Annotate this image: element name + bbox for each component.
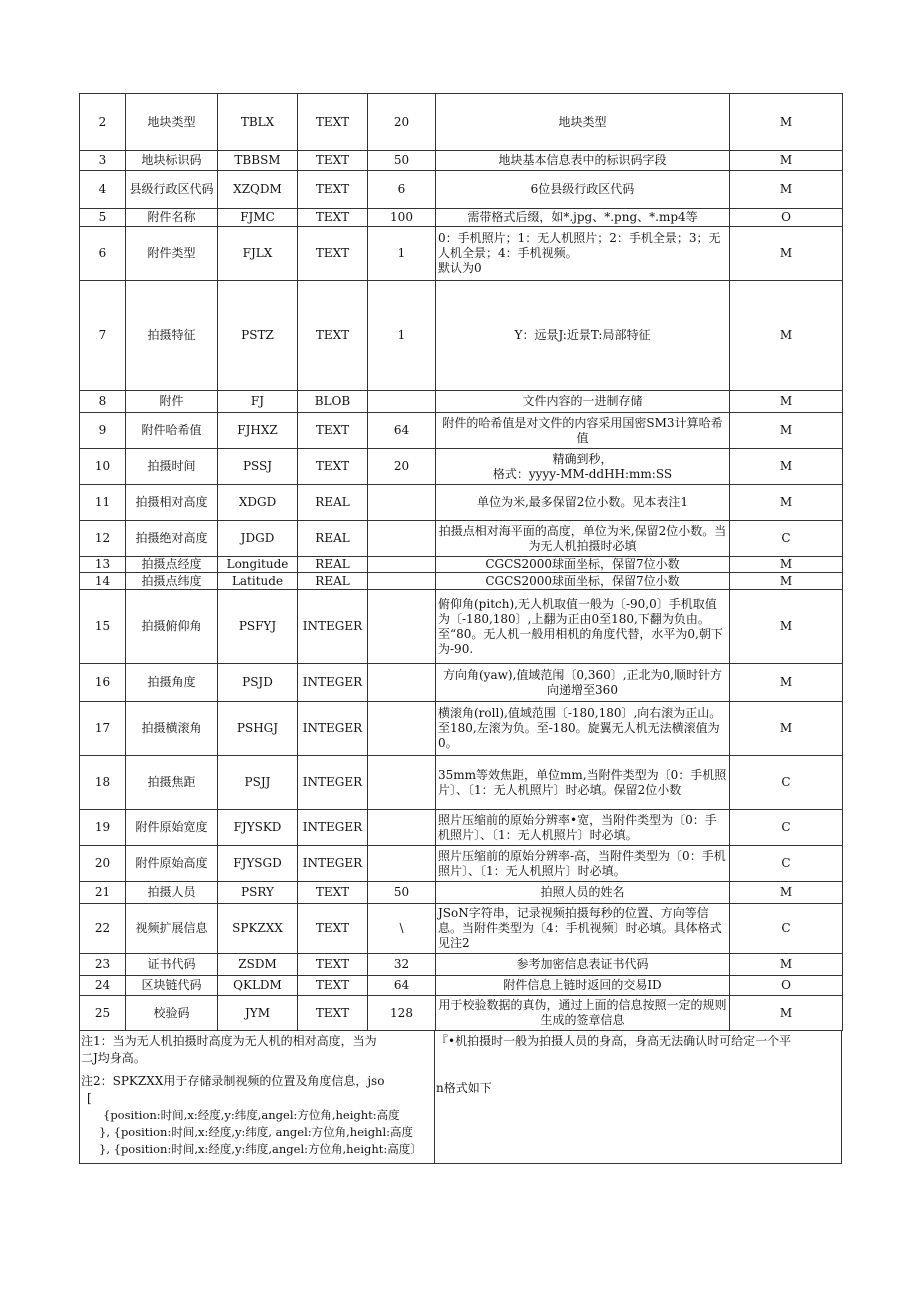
row-number: 13	[80, 557, 126, 573]
chinese-name: 地块类型	[126, 94, 218, 151]
field-description: CGCS2000球面坐标，保留7位小数	[436, 557, 730, 573]
field-description: 参考加密信息表证书代码	[436, 954, 730, 976]
table-row	[80, 413, 843, 449]
row-number: 9	[80, 413, 126, 449]
field-code: PSTZ	[218, 281, 298, 391]
chinese-name: 拍摄绝对高度	[126, 521, 218, 557]
row-number: 5	[80, 209, 126, 227]
constraint: M	[730, 882, 843, 904]
row-number: 4	[80, 171, 126, 209]
field-description: 地块类型	[436, 94, 730, 151]
json-open-bracket: [	[87, 1091, 92, 1105]
row-number: 8	[80, 391, 126, 413]
row-number: 2	[80, 94, 126, 151]
constraint: C	[730, 904, 843, 954]
table-row	[80, 664, 843, 702]
table-row	[80, 756, 843, 810]
field-type: TEXT	[298, 996, 368, 1031]
field-code: FJHXZ	[218, 413, 298, 449]
constraint: M	[730, 227, 843, 281]
table-row	[80, 590, 843, 664]
json-line-3: }, {position:时间,x:经度,y:纬度,angel:方位角,height:高度〕	[99, 1142, 422, 1156]
constraint: C	[730, 756, 843, 810]
field-type: INTEGER	[298, 756, 368, 810]
field-length: 64	[368, 413, 436, 449]
field-code: FJ	[218, 391, 298, 413]
constraint: M	[730, 151, 843, 171]
constraint: M	[730, 954, 843, 976]
field-length	[368, 521, 436, 557]
field-length	[368, 702, 436, 756]
field-code: Longitude	[218, 557, 298, 573]
chinese-name: 拍摄俯仰角	[126, 590, 218, 664]
field-description: 俯仰角(pitch),无人机取值一般为〔-90,0〕手机取值为〔-180,180〕,上翻为正由0至180,下翻为负由。至“80。无人机一般用相机的角度代替，水平为0,朝下为-90.	[436, 590, 730, 664]
field-type: INTEGER	[298, 846, 368, 882]
field-code: ZSDM	[218, 954, 298, 976]
field-type: TEXT	[298, 209, 368, 227]
chinese-name: 附件哈希值	[126, 413, 218, 449]
field-type: TEXT	[298, 449, 368, 485]
field-type: TEXT	[298, 904, 368, 954]
table-row	[80, 702, 843, 756]
constraint: M	[730, 702, 843, 756]
table-row	[80, 485, 843, 521]
table-row	[80, 151, 843, 171]
constraint: C	[730, 810, 843, 846]
field-length: 1	[368, 281, 436, 391]
field-length: 20	[368, 449, 436, 485]
field-description: 用于校验数据的真伪，通过上面的信息按照一定的规则生成的签章信息	[436, 996, 730, 1031]
field-type: TEXT	[298, 281, 368, 391]
field-length: 20	[368, 94, 436, 151]
chinese-name: 附件类型	[126, 227, 218, 281]
json-line-2: }, {position:时间,x:经度,y:纬度, angel:方位角,heighl:高度	[99, 1125, 414, 1139]
chinese-name: 附件名称	[126, 209, 218, 227]
field-type: TEXT	[298, 976, 368, 996]
field-type: INTEGER	[298, 702, 368, 756]
field-description: 附件的哈希值是对文件的内容采用国密SM3计算哈希值	[436, 413, 730, 449]
field-type: TEXT	[298, 227, 368, 281]
field-description: 35mm等效焦距，单位mm,当附件类型为〔0：手机照片〕、〔1：无人机照片〕时必填。保留2位小数	[436, 756, 730, 810]
row-number: 6	[80, 227, 126, 281]
row-number: 19	[80, 810, 126, 846]
table-row	[80, 954, 843, 976]
constraint: M	[730, 413, 843, 449]
field-code: FJYSKD	[218, 810, 298, 846]
field-length: \	[368, 904, 436, 954]
note1-continuation: 『•机拍摄时一般为拍摄人员的身高，身高无法确认时可给定一个平	[436, 1034, 792, 1048]
field-length: 1	[368, 227, 436, 281]
field-description: Y：远景J:近景T:局部特征	[436, 281, 730, 391]
field-description: 附件信息上链时返回的交易ID	[436, 976, 730, 996]
constraint: M	[730, 449, 843, 485]
field-type: TEXT	[298, 882, 368, 904]
field-description: 精确到秒， 格式：yyyy-MM-ddHH:mm:SS	[436, 449, 730, 485]
field-type: TEXT	[298, 151, 368, 171]
row-number: 22	[80, 904, 126, 954]
field-code: JYM	[218, 996, 298, 1031]
notes-left	[80, 1031, 435, 1163]
note1-line2: 二J均身高。	[81, 1051, 146, 1065]
note2-line1: 注2：SPKZXX用于存储录制视频的位置及角度信息，jso	[81, 1074, 385, 1088]
field-description: 照片压缩前的原始分辨率•宽，当附件类型为〔0：手机照片〕、〔1：无人机照片〕时必填。	[436, 810, 730, 846]
table-row	[80, 171, 843, 209]
row-number: 12	[80, 521, 126, 557]
table-row	[80, 557, 843, 573]
field-length	[368, 557, 436, 573]
table-row	[80, 209, 843, 227]
chinese-name: 地块标识码	[126, 151, 218, 171]
field-code: PSHGJ	[218, 702, 298, 756]
field-length: 50	[368, 882, 436, 904]
field-type: BLOB	[298, 391, 368, 413]
field-description: 照片压缩前的原始分辨率-高，当附件类型为〔0：手机照片〕、〔1：无人机照片〕时必填。	[436, 846, 730, 882]
notes-right	[435, 1031, 841, 1163]
table-row	[80, 846, 843, 882]
constraint: C	[730, 521, 843, 557]
field-code: SPKZXX	[218, 904, 298, 954]
field-type: REAL	[298, 485, 368, 521]
chinese-name: 附件	[126, 391, 218, 413]
field-description: 横滚角(roll),值域范围〔-180,180〕,向右滚为正山。至180,左滚为负。至-180。旋翼无人机无法横滚值为0。	[436, 702, 730, 756]
field-code: PSJD	[218, 664, 298, 702]
chinese-name: 拍摄时间	[126, 449, 218, 485]
row-number: 17	[80, 702, 126, 756]
chinese-name: 拍摄特征	[126, 281, 218, 391]
field-length	[368, 485, 436, 521]
chinese-name: 拍摄焦距	[126, 756, 218, 810]
constraint: O	[730, 209, 843, 227]
field-code: XDGD	[218, 485, 298, 521]
notes-section	[79, 1031, 842, 1164]
table-row	[80, 996, 843, 1031]
constraint: M	[730, 171, 843, 209]
field-length	[368, 756, 436, 810]
field-code: FJLX	[218, 227, 298, 281]
table-row	[80, 904, 843, 954]
field-type: TEXT	[298, 413, 368, 449]
row-number: 11	[80, 485, 126, 521]
constraint: M	[730, 996, 843, 1031]
field-length: 50	[368, 151, 436, 171]
table-row	[80, 810, 843, 846]
field-code: PSFYJ	[218, 590, 298, 664]
table-row	[80, 227, 843, 281]
row-number: 15	[80, 590, 126, 664]
note2-continuation: n格式如下	[436, 1081, 492, 1095]
row-number: 18	[80, 756, 126, 810]
table-row	[80, 521, 843, 557]
chinese-name: 校验码	[126, 996, 218, 1031]
chinese-name: 附件原始高度	[126, 846, 218, 882]
field-description: 地块基本信息表中的标识码字段	[436, 151, 730, 171]
field-description: 方向角(yaw),值域范闱〔0,360〕,正北为0,顺时针方向递增至360	[436, 664, 730, 702]
chinese-name: 区块链代码	[126, 976, 218, 996]
field-type: INTEGER	[298, 664, 368, 702]
field-code: TBBSM	[218, 151, 298, 171]
field-description: 需带格式后缀，如*.jpg、*.png、*.mp4等	[436, 209, 730, 227]
field-length: 64	[368, 976, 436, 996]
field-code: FJYSGD	[218, 846, 298, 882]
constraint: M	[730, 391, 843, 413]
field-length: 6	[368, 171, 436, 209]
field-type: REAL	[298, 573, 368, 590]
chinese-name: 拍摄横滚角	[126, 702, 218, 756]
chinese-name: 附件原始宽度	[126, 810, 218, 846]
row-number: 3	[80, 151, 126, 171]
row-number: 25	[80, 996, 126, 1031]
row-number: 16	[80, 664, 126, 702]
field-description: 拍照人员的姓名	[436, 882, 730, 904]
field-type: REAL	[298, 521, 368, 557]
field-table	[79, 93, 843, 1031]
field-table-body	[80, 94, 843, 1031]
field-code: PSJJ	[218, 756, 298, 810]
field-code: PSRY	[218, 882, 298, 904]
chinese-name: 县级行政区代码	[126, 171, 218, 209]
chinese-name: 拍摄点经度	[126, 557, 218, 573]
field-length	[368, 664, 436, 702]
field-description: CGCS2000球面坐标，保留7位小数	[436, 573, 730, 590]
constraint: M	[730, 573, 843, 590]
constraint: O	[730, 976, 843, 996]
field-length	[368, 590, 436, 664]
field-length	[368, 391, 436, 413]
constraint: M	[730, 281, 843, 391]
constraint: M	[730, 557, 843, 573]
row-number: 23	[80, 954, 126, 976]
field-description: 单位为米,最多保留2位小数。见本表注1	[436, 485, 730, 521]
field-length: 32	[368, 954, 436, 976]
field-code: Latitude	[218, 573, 298, 590]
row-number: 10	[80, 449, 126, 485]
field-code: PSSJ	[218, 449, 298, 485]
field-type: TEXT	[298, 954, 368, 976]
row-number: 20	[80, 846, 126, 882]
row-number: 7	[80, 281, 126, 391]
constraint: M	[730, 94, 843, 151]
row-number: 24	[80, 976, 126, 996]
chinese-name: 拍摄角度	[126, 664, 218, 702]
table-row	[80, 976, 843, 996]
constraint: C	[730, 846, 843, 882]
field-code: TBLX	[218, 94, 298, 151]
table-row	[80, 573, 843, 590]
table-row	[80, 281, 843, 391]
table-row	[80, 94, 843, 151]
field-type: REAL	[298, 557, 368, 573]
note1-line1: 注1：当为无人机拍摄时高度为无人机的相对高度，当为	[81, 1034, 377, 1048]
field-type: INTEGER	[298, 810, 368, 846]
field-code: XZQDM	[218, 171, 298, 209]
field-length: 100	[368, 209, 436, 227]
field-length	[368, 573, 436, 590]
chinese-name: 拍摄相对高度	[126, 485, 218, 521]
field-code: JDGD	[218, 521, 298, 557]
field-length	[368, 846, 436, 882]
field-length	[368, 810, 436, 846]
field-description: 6位县级行政区代码	[436, 171, 730, 209]
constraint: M	[730, 664, 843, 702]
field-code: QKLDM	[218, 976, 298, 996]
table-row	[80, 882, 843, 904]
json-line-1: {position:时间,x:经度,y:纬度,angel:方位角,height:高度	[103, 1108, 400, 1122]
constraint: M	[730, 485, 843, 521]
row-number: 21	[80, 882, 126, 904]
chinese-name: 拍摄点纬度	[126, 573, 218, 590]
table-row	[80, 449, 843, 485]
table-row	[80, 391, 843, 413]
field-type: INTEGER	[298, 590, 368, 664]
field-code: FJMC	[218, 209, 298, 227]
field-description: JSoN字符串，记录视频拍摄每秒的位置、方向等信息。当附件类型为〔4：手机视频〕时必填。具体格式见注2	[436, 904, 730, 954]
field-description: 拍摄点相对海平面的高度，单位为米,保留2位小数。当为无人机拍摄时必填	[436, 521, 730, 557]
field-type: TEXT	[298, 171, 368, 209]
field-description: 文件内容的一进制存储	[436, 391, 730, 413]
field-description: 0：手机照片；1：无人机照片；2：手机全景；3；无人机全景；4：手机视频。 默认为0	[436, 227, 730, 281]
chinese-name: 视频扩展信息	[126, 904, 218, 954]
field-length: 128	[368, 996, 436, 1031]
document-page	[79, 93, 842, 1164]
row-number: 14	[80, 573, 126, 590]
chinese-name: 证书代码	[126, 954, 218, 976]
constraint: M	[730, 590, 843, 664]
field-type: TEXT	[298, 94, 368, 151]
chinese-name: 拍摄人员	[126, 882, 218, 904]
